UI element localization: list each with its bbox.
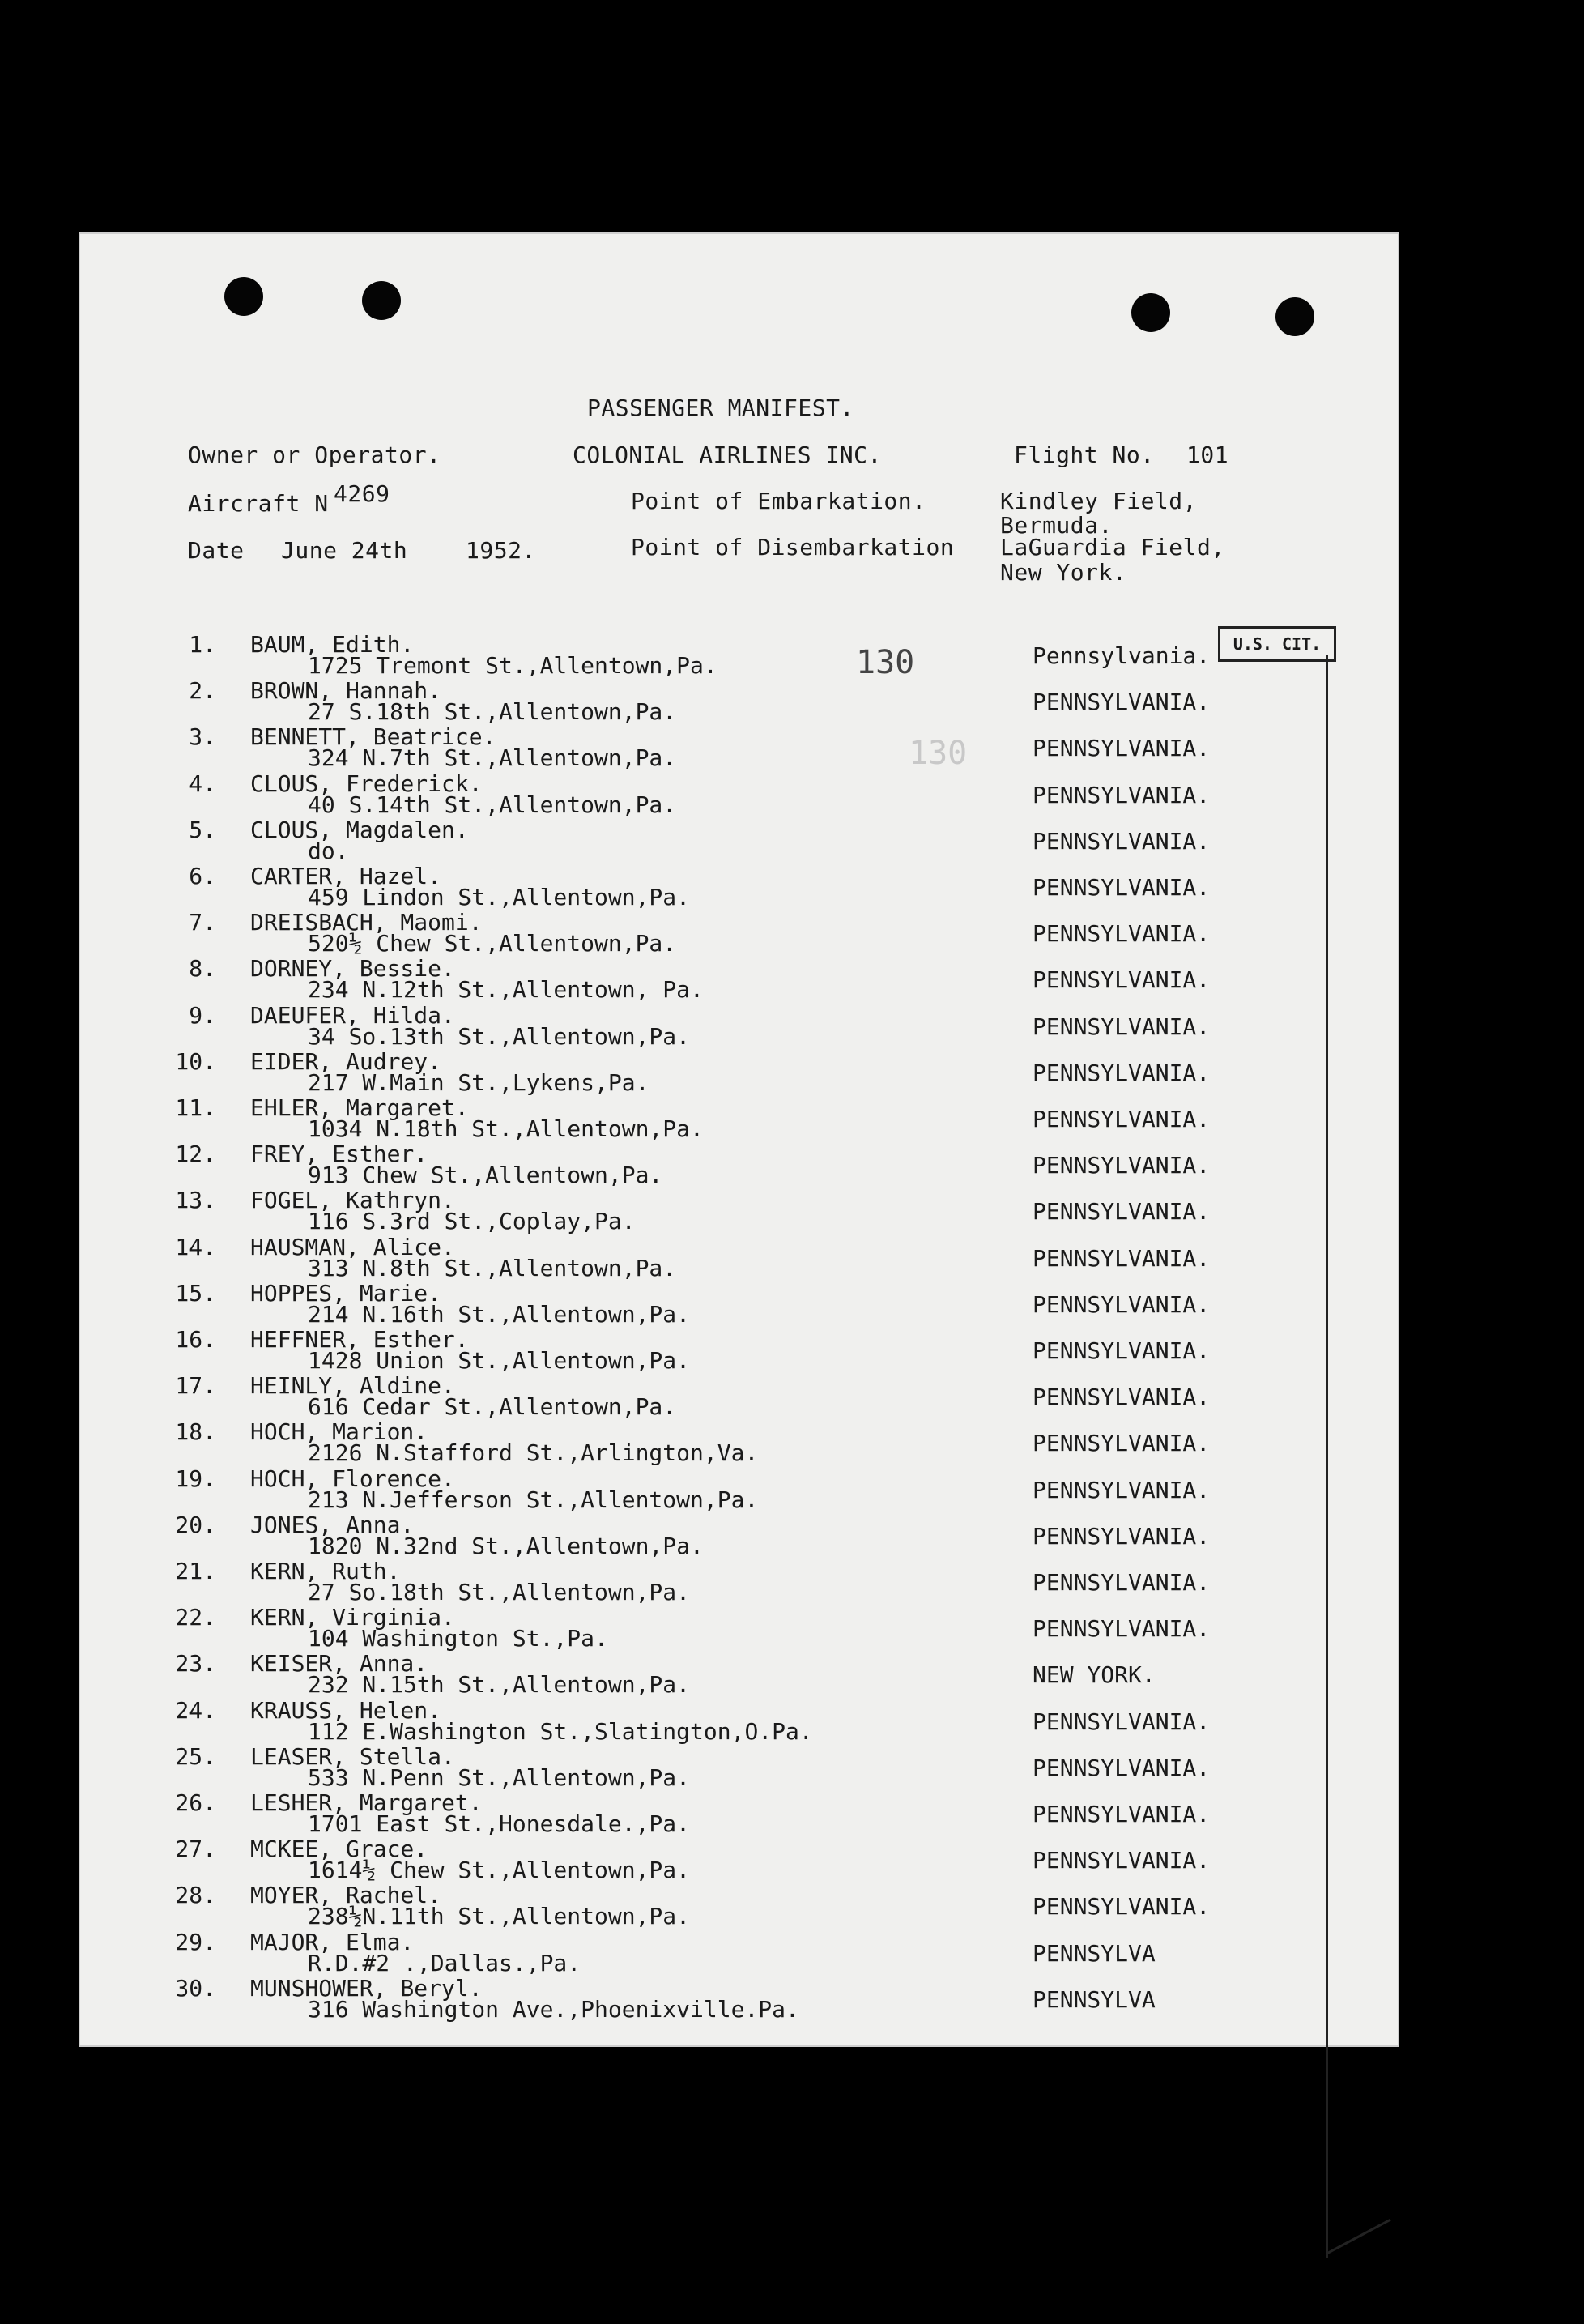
passenger-row bbox=[79, 1789, 1399, 1836]
passenger-row bbox=[79, 1372, 1399, 1421]
passenger-row bbox=[79, 1836, 1399, 1882]
passenger-number: 15. bbox=[175, 1279, 216, 1307]
passenger-number: 28. bbox=[175, 1882, 216, 1909]
us-citizen-box: U.S. CIT. bbox=[1218, 626, 1336, 662]
punch-hole bbox=[224, 277, 263, 316]
passenger-number: 16. bbox=[175, 1326, 216, 1353]
passenger-row bbox=[79, 1094, 1399, 1141]
passenger-number: 18. bbox=[175, 1418, 216, 1446]
passenger-state: PENNSYLVANIA. bbox=[1033, 735, 1211, 762]
passenger-number: 3. bbox=[189, 723, 216, 751]
passenger-name: FOGEL, Kathryn. bbox=[250, 1187, 455, 1214]
passenger-number: 20. bbox=[175, 1511, 216, 1538]
passenger-name: DORNEY, Bessie. bbox=[250, 955, 455, 983]
passenger-name: HOCH, Florence. bbox=[250, 1465, 455, 1492]
document-title: PASSENGER MANIFEST. bbox=[587, 394, 854, 421]
passenger-address: 112 E.Washington St.,Slatington,O.Pa. bbox=[308, 1717, 813, 1745]
passenger-address: 313 N.8th St.,Allentown,Pa. bbox=[308, 1254, 677, 1281]
passenger-number: 8. bbox=[189, 955, 216, 983]
flight-label: Flight No. bbox=[1014, 441, 1155, 468]
passenger-row bbox=[79, 1743, 1399, 1789]
passenger-name: KRAUSS, Helen. bbox=[250, 1696, 442, 1724]
passenger-name: KERN, Virginia. bbox=[250, 1604, 455, 1631]
date-value: June 24th bbox=[281, 537, 408, 564]
passenger-state: PENNSYLVANIA. bbox=[1033, 1290, 1211, 1318]
passenger-address: 214 N.16th St.,Allentown,Pa. bbox=[308, 1300, 691, 1328]
stamp-number: 130 bbox=[856, 644, 915, 681]
passenger-state: PENNSYLVANIA. bbox=[1033, 1059, 1211, 1086]
passenger-number: 11. bbox=[175, 1094, 216, 1121]
passenger-state: PENNSYLVANIA. bbox=[1033, 1708, 1211, 1735]
passenger-row bbox=[79, 770, 1399, 817]
passenger-row bbox=[79, 817, 1399, 863]
passenger-row bbox=[79, 1418, 1399, 1465]
passenger-name: JONES, Anna. bbox=[250, 1511, 415, 1538]
passenger-number: 25. bbox=[175, 1742, 216, 1770]
passenger-name: EHLER, Margaret. bbox=[250, 1094, 469, 1121]
passenger-number: 22. bbox=[175, 1604, 216, 1631]
passenger-number: 21. bbox=[175, 1558, 216, 1584]
passenger-state: PENNSYLVANIA. bbox=[1033, 1522, 1211, 1550]
passenger-address: 2126 N.Stafford St.,Arlington,Va. bbox=[308, 1439, 759, 1467]
passenger-state: PENNSYLVANIA. bbox=[1033, 1198, 1211, 1226]
passenger-state: PENNSYLVANIA. bbox=[1033, 1337, 1211, 1364]
passenger-address: 459 Lindon St.,Allentown,Pa. bbox=[308, 884, 691, 910]
passenger-number: 23. bbox=[175, 1650, 216, 1678]
passenger-address: 316 Washington Ave.,Phoenixville.Pa. bbox=[308, 1995, 799, 2023]
passenger-row bbox=[79, 1048, 1399, 1094]
passenger-number: 17. bbox=[175, 1372, 216, 1400]
passenger-name: LEASER, Stella. bbox=[250, 1742, 455, 1770]
passenger-row bbox=[79, 723, 1399, 770]
passenger-state: PENNSYLVANIA. bbox=[1033, 1801, 1211, 1827]
disembarkation-value-1: LaGuardia Field, bbox=[1000, 534, 1225, 561]
passenger-name: DAEUFER, Hilda. bbox=[250, 1001, 455, 1029]
passenger-state: PENNSYLVA bbox=[1033, 1985, 1156, 2013]
punch-hole bbox=[362, 281, 401, 320]
passenger-number: 9. bbox=[189, 1001, 216, 1029]
passenger-row bbox=[79, 1604, 1399, 1650]
passenger-name: BENNETT, Beatrice. bbox=[250, 723, 496, 751]
citizenship-bracket-tick bbox=[1326, 2219, 1391, 2255]
manifest-page bbox=[79, 232, 1399, 2047]
passenger-address: 234 N.12th St.,Allentown, Pa. bbox=[308, 976, 704, 1004]
passenger-address: 238½N.11th St.,Allentown,Pa. bbox=[308, 1903, 691, 1930]
aircraft-value: 4269 bbox=[334, 480, 390, 507]
flight-value: 101 bbox=[1186, 441, 1229, 468]
passenger-state: PENNSYLVANIA. bbox=[1033, 1013, 1211, 1040]
passenger-number: 14. bbox=[175, 1233, 216, 1260]
passenger-address: 913 Chew St.,Allentown,Pa. bbox=[308, 1162, 663, 1189]
passenger-name: MAJOR, Elma. bbox=[250, 1928, 415, 1955]
passenger-name: DREISBACH, Maomi. bbox=[250, 909, 483, 936]
passenger-number: 27. bbox=[175, 1836, 216, 1863]
owner-value: COLONIAL AIRLINES INC. bbox=[573, 441, 882, 468]
passenger-row bbox=[79, 677, 1399, 726]
passenger-address: 27 So.18th St.,Allentown,Pa. bbox=[308, 1579, 691, 1605]
passenger-row bbox=[79, 1882, 1399, 1928]
passenger-number: 2. bbox=[189, 677, 216, 705]
passenger-address: 616 Cedar St.,Allentown,Pa. bbox=[308, 1393, 677, 1421]
passenger-state: PENNSYLVA bbox=[1033, 1939, 1156, 1967]
passenger-row bbox=[79, 1280, 1399, 1326]
passenger-row bbox=[79, 1697, 1399, 1743]
passenger-name: MOYER, Rachel. bbox=[250, 1882, 442, 1909]
passenger-name: CARTER, Hazel. bbox=[250, 863, 442, 889]
passenger-number: 6. bbox=[189, 863, 216, 889]
passenger-state: PENNSYLVANIA. bbox=[1033, 1430, 1211, 1457]
aircraft-label: Aircraft N bbox=[188, 490, 329, 517]
passenger-address: 217 W.Main St.,Lykens,Pa. bbox=[308, 1068, 649, 1096]
passenger-address: 1614½ Chew St.,Allentown,Pa. bbox=[308, 1857, 691, 1884]
passenger-name: MCKEE, Grace. bbox=[250, 1836, 428, 1863]
passenger-row bbox=[79, 955, 1399, 1004]
passenger-address: 324 N.7th St.,Allentown,Pa. bbox=[308, 744, 677, 772]
passenger-row bbox=[79, 1975, 1399, 2021]
passenger-state: PENNSYLVANIA. bbox=[1033, 1569, 1211, 1596]
passenger-state: PENNSYLVANIA. bbox=[1033, 1476, 1211, 1503]
passenger-row bbox=[79, 1558, 1399, 1604]
owner-label: Owner or Operator. bbox=[188, 441, 441, 468]
disembarkation-label: Point of Disembarkation bbox=[631, 534, 955, 561]
passenger-address: 116 S.3rd St.,Coplay,Pa. bbox=[308, 1208, 636, 1235]
passenger-state: PENNSYLVANIA. bbox=[1033, 1615, 1211, 1643]
passenger-name: CLOUS, Frederick. bbox=[250, 770, 483, 797]
passenger-number: 10. bbox=[175, 1047, 216, 1075]
passenger-name: BAUM, Edith. bbox=[250, 631, 415, 658]
punch-hole bbox=[1275, 297, 1314, 336]
embarkation-label: Point of Embarkation. bbox=[631, 488, 926, 514]
passenger-address: 213 N.Jefferson St.,Allentown,Pa. bbox=[308, 1486, 759, 1513]
passenger-address: 34 So.13th St.,Allentown,Pa. bbox=[308, 1022, 691, 1050]
passenger-name: KERN, Ruth. bbox=[250, 1558, 401, 1584]
passenger-number: 5. bbox=[189, 816, 216, 843]
passenger-number: 13. bbox=[175, 1187, 216, 1214]
passenger-row bbox=[79, 1650, 1399, 1699]
passenger-state: PENNSYLVANIA. bbox=[1033, 1893, 1211, 1921]
passenger-state: PENNSYLVANIA. bbox=[1033, 966, 1211, 994]
passenger-state: PENNSYLVANIA. bbox=[1033, 1384, 1211, 1411]
passenger-row bbox=[79, 1512, 1399, 1558]
passenger-name: EIDER, Audrey. bbox=[250, 1047, 442, 1075]
passenger-address: 1428 Union St.,Allentown,Pa. bbox=[308, 1347, 691, 1374]
passenger-state: PENNSYLVANIA. bbox=[1033, 689, 1211, 716]
passenger-number: 1. bbox=[189, 631, 216, 658]
passenger-state: PENNSYLVANIA. bbox=[1033, 1152, 1211, 1179]
passenger-address: 40 S.14th St.,Allentown,Pa. bbox=[308, 791, 677, 818]
passenger-state: Pennsylvania. bbox=[1033, 642, 1211, 669]
passenger-address: 1725 Tremont St.,Allentown,Pa. bbox=[308, 652, 717, 679]
passenger-state: PENNSYLVANIA. bbox=[1033, 1244, 1211, 1272]
passenger-number: 7. bbox=[189, 909, 216, 936]
passenger-name: HOPPES, Marie. bbox=[250, 1279, 442, 1307]
passenger-state: PENNSYLVANIA. bbox=[1033, 920, 1211, 948]
passenger-name: MUNSHOWER, Beryl. bbox=[250, 1974, 483, 2002]
passenger-row bbox=[79, 863, 1399, 909]
embarkation-value-1: Kindley Field, bbox=[1000, 488, 1198, 514]
passenger-number: 12. bbox=[175, 1141, 216, 1168]
passenger-address: 1701 East St.,Honesdale.,Pa. bbox=[308, 1810, 691, 1837]
date-year: 1952. bbox=[466, 537, 536, 564]
passenger-name: KEISER, Anna. bbox=[250, 1650, 428, 1678]
passenger-state: PENNSYLVANIA. bbox=[1033, 827, 1211, 855]
passenger-row bbox=[79, 1002, 1399, 1048]
passenger-state: PENNSYLVANIA. bbox=[1033, 1847, 1211, 1874]
passenger-name: FREY, Esther. bbox=[250, 1141, 428, 1168]
passenger-address: 104 Washington St.,Pa. bbox=[308, 1625, 608, 1652]
passenger-number: 19. bbox=[175, 1465, 216, 1492]
passenger-name: HOCH, Marion. bbox=[250, 1418, 428, 1446]
passenger-address: 27 S.18th St.,Allentown,Pa. bbox=[308, 698, 677, 726]
passenger-number: 26. bbox=[175, 1789, 216, 1816]
passenger-row bbox=[79, 1141, 1399, 1187]
passenger-row bbox=[79, 909, 1399, 955]
passenger-name: BROWN, Hannah. bbox=[250, 677, 442, 705]
passenger-name: HEFFNER, Esther. bbox=[250, 1326, 469, 1353]
passenger-row bbox=[79, 1326, 1399, 1372]
punch-hole bbox=[1131, 293, 1170, 332]
passenger-number: 24. bbox=[175, 1696, 216, 1724]
passenger-row bbox=[79, 1465, 1399, 1512]
embarkation-value-2: Bermuda. bbox=[1000, 512, 1113, 539]
passenger-row bbox=[79, 631, 1399, 677]
passenger-state: PENNSYLVANIA. bbox=[1033, 1106, 1211, 1132]
passenger-address: 533 N.Penn St.,Allentown,Pa. bbox=[308, 1763, 691, 1791]
passenger-number: 29. bbox=[175, 1928, 216, 1955]
passenger-address: 1034 N.18th St.,Allentown,Pa. bbox=[308, 1115, 704, 1142]
passenger-number: 30. bbox=[175, 1974, 216, 2002]
passenger-state: PENNSYLVANIA. bbox=[1033, 874, 1211, 901]
passenger-row bbox=[79, 1929, 1399, 1975]
passenger-row bbox=[79, 1187, 1399, 1233]
passenger-state: PENNSYLVANIA. bbox=[1033, 1754, 1211, 1781]
passenger-state: NEW YORK. bbox=[1033, 1661, 1156, 1689]
passenger-name: HAUSMAN, Alice. bbox=[250, 1233, 455, 1260]
passenger-state: PENNSYLVANIA. bbox=[1033, 781, 1211, 808]
passenger-address: R.D.#2 .,Dallas.,Pa. bbox=[308, 1949, 581, 1976]
passenger-address: 232 N.15th St.,Allentown,Pa. bbox=[308, 1671, 691, 1699]
disembarkation-value-2: New York. bbox=[1000, 559, 1127, 586]
passenger-address: 520½ Chew St.,Allentown,Pa. bbox=[308, 930, 677, 957]
passenger-name: HEINLY, Aldine. bbox=[250, 1372, 455, 1400]
passenger-name: LESHER, Margaret. bbox=[250, 1789, 483, 1816]
passenger-address: do. bbox=[308, 837, 349, 864]
passenger-row bbox=[79, 1234, 1399, 1280]
date-label: Date bbox=[188, 537, 245, 564]
stamp-number-faint: 130 bbox=[909, 735, 968, 772]
passenger-number: 4. bbox=[189, 770, 216, 797]
passenger-name: CLOUS, Magdalen. bbox=[250, 816, 469, 843]
passenger-address: 1820 N.32nd St.,Allentown,Pa. bbox=[308, 1532, 704, 1559]
